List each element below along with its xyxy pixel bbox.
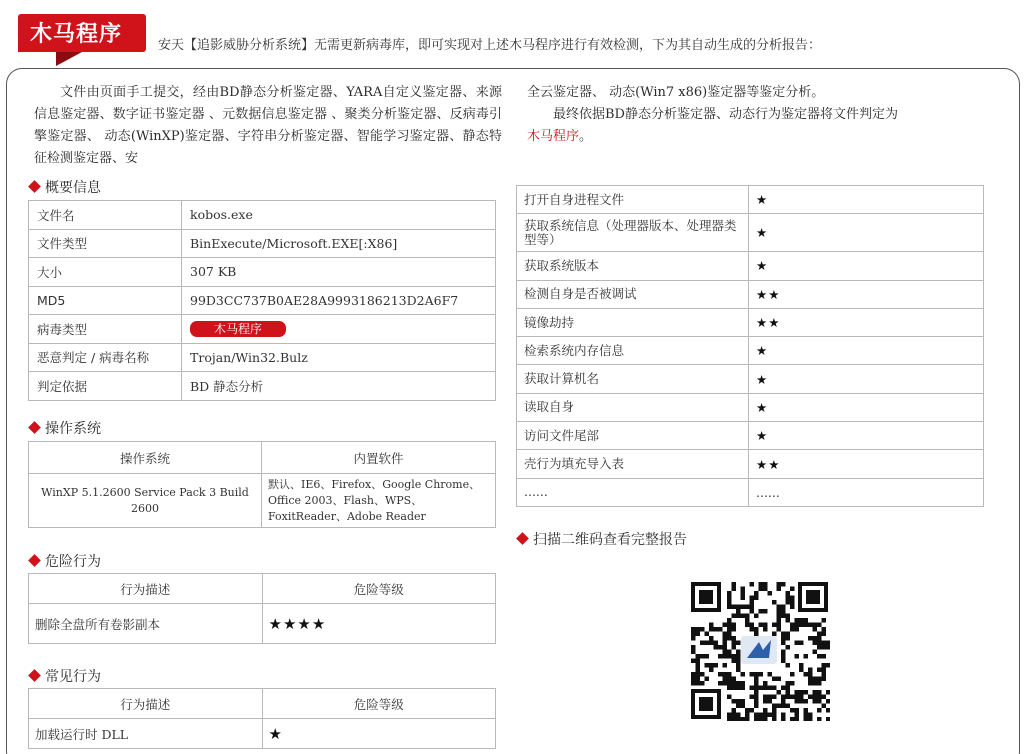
behavior-desc: 镜像劫持 — [517, 308, 749, 336]
column-header: 危险等级 — [262, 574, 496, 604]
danger-level: ★★ — [749, 280, 984, 308]
table-row — [29, 474, 496, 528]
table-row — [517, 393, 984, 421]
danger-level: ★ — [749, 252, 984, 280]
row-key: 恶意判定 / 病毒名称 — [29, 343, 182, 372]
software-list: 默认、IE6、Firefox、Google Chrome、Office 2003、Flash、WPS、FoxitReader、Adobe Reader — [262, 474, 496, 528]
tag-label: 木马程序 — [30, 22, 123, 47]
tag-fold — [56, 52, 82, 66]
table-row — [29, 343, 496, 372]
table-row — [29, 258, 496, 287]
column-header: 行为描述 — [29, 574, 263, 604]
row-value: BD 静态分析 — [182, 372, 496, 401]
behavior-desc: 获取系统版本 — [517, 252, 749, 280]
row-key: MD5 — [29, 286, 182, 315]
os-table — [28, 441, 496, 528]
behavior-desc: ...... — [517, 478, 749, 506]
behavior-table — [516, 185, 984, 507]
danger-level: ★ — [749, 186, 984, 214]
table-row — [29, 315, 496, 344]
table-row — [29, 719, 496, 749]
danger-level: ★ — [262, 719, 496, 749]
table-row — [29, 604, 496, 644]
category-tag — [18, 14, 146, 58]
row-key: 判定依据 — [29, 372, 182, 401]
behavior-desc: 加载运行时 DLL — [29, 719, 263, 749]
danger-level: ★ — [749, 365, 984, 393]
behavior-desc: 删除全盘所有卷影副本 — [29, 604, 263, 644]
danger-level: ...... — [749, 478, 984, 506]
column-header: 内置软件 — [262, 442, 496, 474]
intro-text: 安天【追影威胁分析系统】无需更新病毒库，即可实现对上述木马程序进行有效检测，下为其自动生成的分析报告： — [158, 38, 822, 53]
table-row — [517, 337, 984, 365]
diamond-icon — [28, 554, 41, 567]
behavior-desc: 壳行为填充导入表 — [517, 450, 749, 478]
verdict-label: 木马程序 — [527, 129, 580, 144]
danger-level: ★ — [749, 393, 984, 421]
danger-level: ★★ — [749, 450, 984, 478]
table-header-row — [29, 442, 496, 474]
verdict-text: 最终依据BD静态分析鉴定器、动态行为鉴定器将文件判定为 — [553, 107, 898, 122]
row-value: 99D3CC737B0AE28A9993186213D2A6F7 — [182, 286, 496, 315]
danger-level: ★ — [749, 422, 984, 450]
diamond-icon — [516, 532, 529, 545]
row-key: 文件名 — [29, 201, 182, 230]
table-row — [517, 280, 984, 308]
column-header: 行为描述 — [29, 689, 263, 719]
table-header-row — [29, 574, 496, 604]
behavior-desc: 获取计算机名 — [517, 365, 749, 393]
diamond-icon — [28, 669, 41, 682]
danger-level: ★ — [749, 337, 984, 365]
os-value: WinXP 5.1.2600 Service Pack 3 Build 2600 — [29, 474, 262, 528]
table-row — [29, 286, 496, 315]
danger-level: ★★★★ — [262, 604, 496, 644]
row-key: 文件类型 — [29, 229, 182, 258]
table-row — [517, 186, 984, 214]
column-header: 危险等级 — [262, 689, 496, 719]
behavior-desc: 打开自身进程文件 — [517, 186, 749, 214]
table-header-row — [29, 689, 496, 719]
diamond-icon — [28, 180, 41, 193]
overview-heading: 概要信息 — [28, 177, 101, 197]
table-row — [517, 365, 984, 393]
danger-level: ★ — [749, 214, 984, 252]
table-row — [517, 422, 984, 450]
column-header: 操作系统 — [29, 442, 262, 474]
diamond-icon — [28, 421, 41, 434]
row-key: 病毒类型 — [29, 315, 182, 344]
verdict-paragraph — [527, 82, 997, 148]
table-row — [29, 229, 496, 258]
row-value: BinExecute/Microsoft.EXE[:X86] — [182, 229, 496, 258]
common-table — [28, 688, 496, 749]
virus-type-badge: 木马程序 — [190, 321, 286, 337]
danger-heading: 危险行为 — [28, 551, 101, 571]
common-heading: 常见行为 — [28, 666, 101, 686]
behavior-desc: 检索系统内存信息 — [517, 337, 749, 365]
behavior-desc: 访问文件尾部 — [517, 422, 749, 450]
description-paragraph: 文件由页面手工提交，经由BD静态分析鉴定器、YARA自定义鉴定器、来源信息鉴定器、数字证书鉴定器 、元数据信息鉴定器 、聚类分析鉴定器、反病毒引擎鉴定器、 动态(WinXP)鉴定器、字符串分析鉴定器、智能学习鉴定器、静态特征检测鉴定器、安 — [34, 85, 502, 166]
table-row — [517, 450, 984, 478]
table-row — [517, 214, 984, 252]
table-row — [29, 201, 496, 230]
row-value: 307 KB — [182, 258, 496, 287]
behavior-desc: 读取自身 — [517, 393, 749, 421]
qr-code-icon[interactable] — [689, 580, 830, 721]
overview-table — [28, 200, 496, 401]
verdict-end: 。 — [579, 129, 593, 144]
table-row — [29, 372, 496, 401]
danger-table — [28, 573, 496, 644]
description-continued: 全云鉴定器、 动态(Win7 x86)鉴定器等鉴定分析。 — [527, 85, 825, 100]
table-row — [517, 308, 984, 336]
row-value: kobos.exe — [182, 201, 496, 230]
os-heading: 操作系统 — [28, 418, 101, 438]
qr-heading: 扫描二维码查看完整报告 — [516, 529, 687, 549]
table-row — [517, 252, 984, 280]
row-value: Trojan/Win32.Bulz — [182, 343, 496, 372]
behavior-desc: 获取系统信息（处理器版本、处理器类型等） — [517, 214, 749, 252]
danger-level: ★★ — [749, 308, 984, 336]
behavior-desc: 检测自身是否被调试 — [517, 280, 749, 308]
table-row — [517, 478, 984, 506]
row-key: 大小 — [29, 258, 182, 287]
